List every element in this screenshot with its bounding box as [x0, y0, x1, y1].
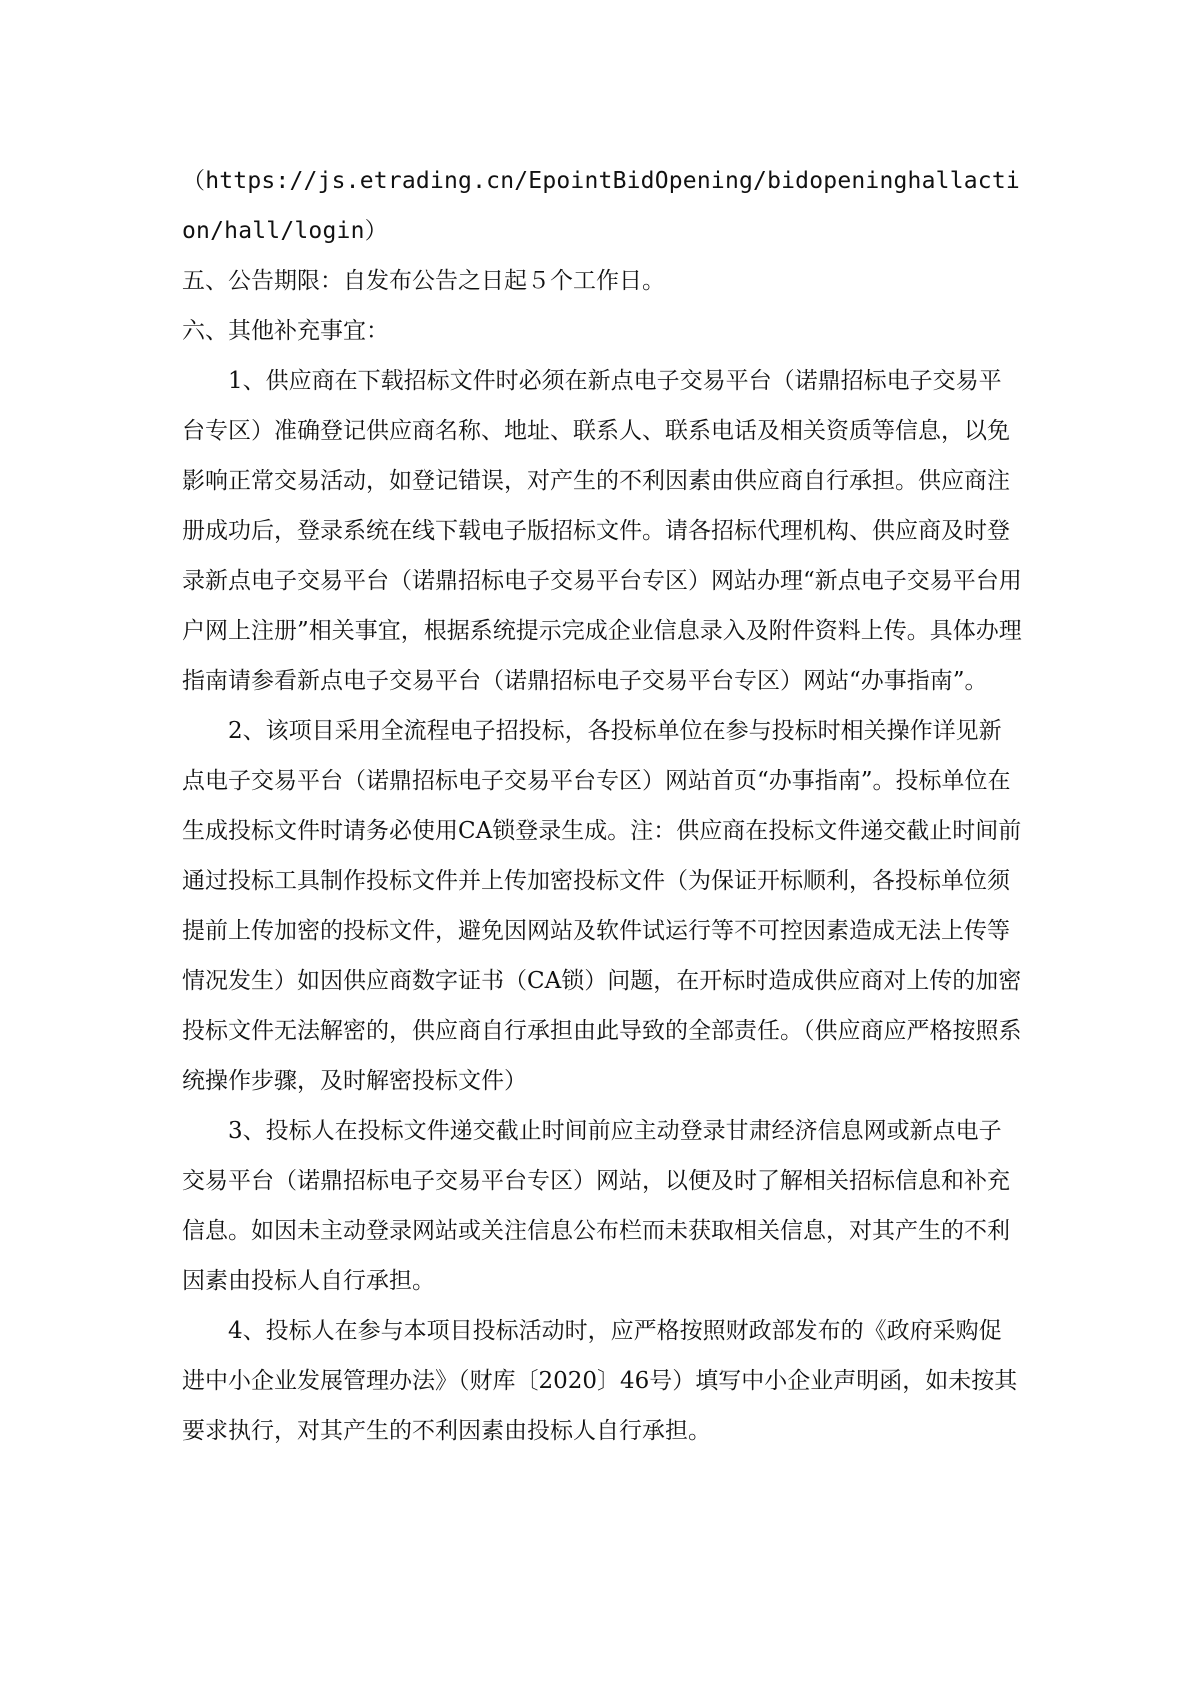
supplement-item-4: 4、投标人在参与本项目投标活动时，应严格按照财政部发布的《政府采购促进中小企业发展管理办法》（财库〔2020〕46号）填写中小企业声明函，如未按其要求执行，对其产生的不利因素由投标人自行承担。: [182, 1318, 1018, 1444]
supplement-item-2: 2、该项目采用全流程电子招投标，各投标单位在参与投标时相关操作详见新点电子交易平台（诺鼎招标电子交易平台专区）网站首页“办事指南”。投标单位在生成投标文件时请务必使用CA锁登录生成。注：供应商在投标文件递交截止时间前通过投标工具制作投标文件并上传加密投标文件（为保证开标顺利，各投标单位须提前上传加密的投标文件，避免因网站及软件试运行等不可控因素造成无法上传等情况发生）如因供应商数字证书（CA锁）问题，在开标时造成供应商对上传的加密投标文件无法解密的，供应商自行承担由此导致的全部责任。（供应商应严格按照系统操作步骤，及时解密投标文件）: [182, 718, 1022, 1094]
section-6-title: 六、其他补充事宜：: [182, 318, 389, 344]
document-body: [182, 156, 1022, 1456]
supplement-item-3: 3、投标人在投标文件递交截止时间前应主动登录甘肃经济信息网或新点电子交易平台（诺鼎招标电子交易平台专区）网站，以便及时了解相关招标信息和补充信息。如因未主动登录网站或关注信息公布栏而未获取相关信息，对其产生的不利因素由投标人自行承担。: [182, 1118, 1010, 1294]
login-url-text: （https://js.etrading.cn/EpointBidOpening/bidopeninghallaction/hall/login）: [182, 168, 1020, 244]
section-5-notice-period: 五、公告期限：自发布公告之日起５个工作日。: [182, 268, 665, 294]
supplement-item-1: 1、供应商在下载招标文件时必须在新点电子交易平台（诺鼎招标电子交易平台专区）准确登记供应商名称、地址、联系人、联系电话及相关资质等信息，以免影响正常交易活动，如登记错误，对产生的不利因素由供应商自行承担。供应商注册成功后，登录系统在线下载电子版招标文件。请各招标代理机构、供应商及时登录新点电子交易平台（诺鼎招标电子交易平台专区）网站办理“新点电子交易平台用户网上注册”相关事宜，根据系统提示完成企业信息录入及附件资料上传。具体办理指南请参看新点电子交易平台（诺鼎招标电子交易平台专区）网站“办事指南”。: [182, 368, 1022, 694]
